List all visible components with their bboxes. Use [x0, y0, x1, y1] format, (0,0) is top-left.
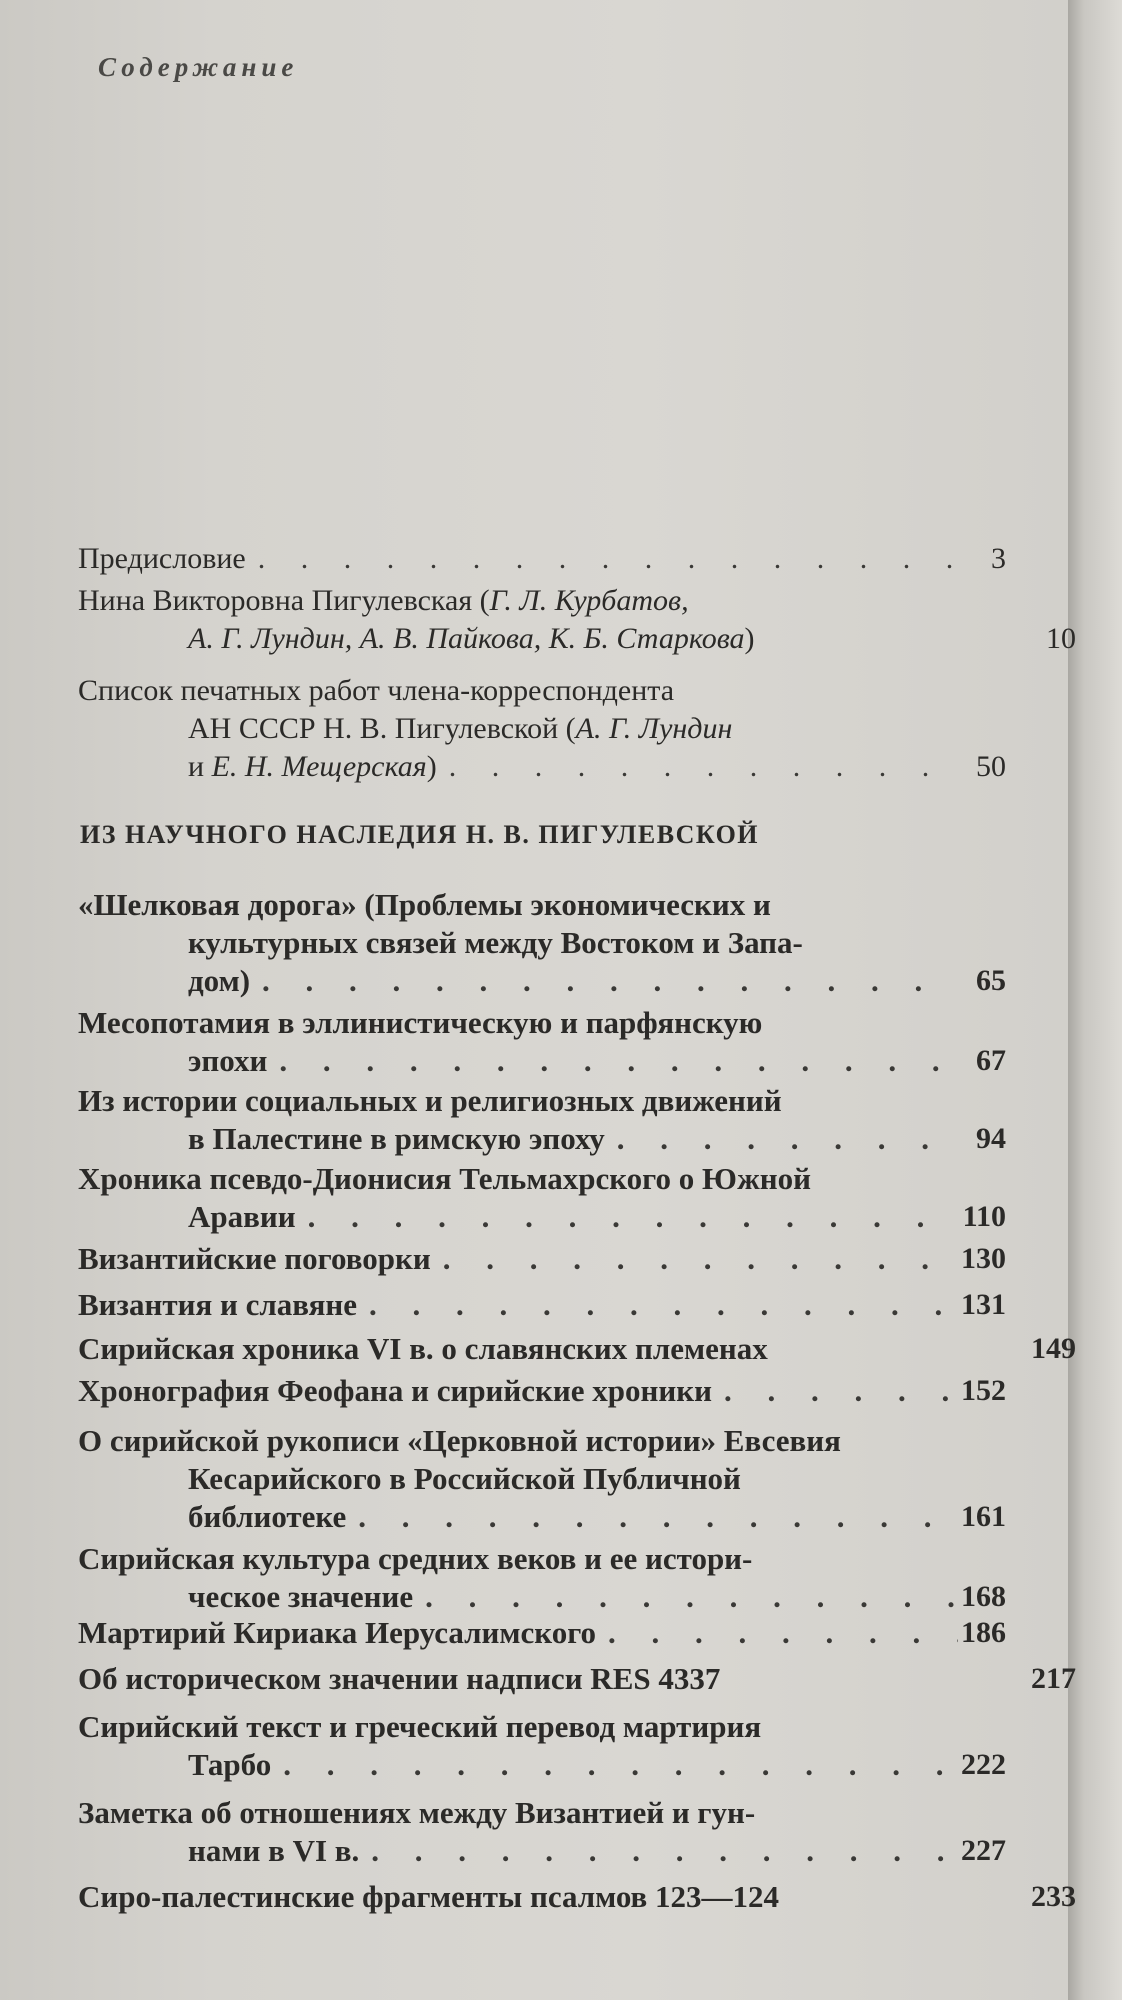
leader-dots [346, 1498, 958, 1536]
toc-entry-title: Хронография Феофана и сирийские хроники [78, 1373, 712, 1408]
toc-entry-title: Аравии [188, 1199, 296, 1234]
leader-dots [359, 1832, 958, 1870]
toc-entry-title: Месопотамия в эллинистическую и парфянскую [78, 1005, 763, 1040]
leader-dots [296, 1198, 958, 1236]
leader-dots [712, 1372, 958, 1410]
toc-page-number: 233 [1031, 1880, 1076, 1913]
toc-entry-title: Об историческом значении надписи RES 4337 [78, 1661, 721, 1696]
toc-entry [78, 540, 1028, 578]
toc-page-number: 65 [976, 964, 1006, 997]
toc-entry-author: Г. Л. Курбатов, [489, 584, 689, 617]
toc-entry-title: эпохи [188, 1043, 268, 1078]
toc-entry-title: Сирийская хроника VI в. о славянских племенах [78, 1331, 768, 1366]
toc-entry-title: Заметка об отношениях между Византией и гун- [78, 1795, 756, 1830]
toc-entry-title: Сиро-палестинские фрагменты псалмов 123—124 [78, 1879, 780, 1914]
toc-entry-title: Мартирий Кириака Иерусалимского [78, 1615, 597, 1650]
toc-page-number: 186 [961, 1616, 1006, 1649]
toc-entry-title: «Шелковая дорога» (Проблемы экономических и [78, 887, 771, 922]
toc-entry-title: ) [426, 750, 437, 783]
toc-entry-author: А. Г. Лундин, А. В. Пайкова, К. Б. Старкова [188, 622, 745, 655]
toc-entry-author: А. Г. Лундин [575, 712, 733, 745]
toc-page-number: 217 [1031, 1662, 1076, 1695]
toc-entry-title: в Палестине в римскую эпоху [188, 1121, 605, 1156]
toc-entry [78, 1794, 1028, 1870]
leader-dots [250, 962, 958, 1000]
page-edge [1068, 0, 1122, 2000]
toc-entry [78, 1082, 1028, 1158]
toc-entry-title: Хроника псевдо-Дионисия Тельмахрского о Южной [78, 1161, 811, 1196]
toc-entry [78, 1614, 1028, 1652]
leader-dots [605, 1120, 958, 1158]
section-heading: ИЗ НАУЧНОГО НАСЛЕДИЯ Н. В. ПИГУЛЕВСКОЙ [80, 820, 760, 849]
leader-dots [271, 1746, 958, 1784]
toc-entry [78, 1240, 1028, 1278]
toc-entry-title: Византия и славяне [78, 1287, 357, 1322]
toc-page-number: 168 [961, 1580, 1006, 1613]
toc-entry [78, 1708, 1028, 1784]
toc-entry [78, 1160, 1028, 1236]
toc-entry-title: библиотеке [188, 1499, 347, 1534]
toc-page-number: 152 [961, 1374, 1006, 1407]
toc-page-number: 3 [991, 542, 1006, 575]
toc-entry-title: Нина Викторовна Пигулевская ( [78, 584, 490, 617]
toc-entry [78, 1004, 1028, 1080]
toc-entry [78, 1330, 1076, 1368]
toc-entry-title: АН СССР Н. В. Пигулевской ( [188, 712, 576, 745]
toc-entry [78, 886, 1028, 1000]
leader-dots [246, 540, 958, 578]
toc-entry-title: Сирийский текст и греческий перевод мартирия [78, 1709, 762, 1744]
leader-dots [437, 748, 958, 786]
leader-dots [413, 1578, 958, 1616]
toc-entry-title: Сирийская культура средних веков и ее истори- [78, 1541, 753, 1576]
toc-page-number: 227 [961, 1834, 1006, 1867]
toc-entry-title: Предисловие [78, 542, 246, 575]
running-head: Содержание [98, 52, 299, 82]
toc-page-number: 94 [976, 1122, 1006, 1155]
toc-entry-author: Е. Н. Мещерская [211, 750, 427, 783]
toc-entry [78, 1878, 1076, 1916]
leader-dots [431, 1240, 958, 1278]
toc-entry-title: нами в VI в. [188, 1833, 360, 1868]
toc-entry [78, 1372, 1028, 1410]
toc-entry-title: культурных связей между Востоком и Запа- [188, 925, 803, 960]
toc-entry [78, 1540, 1028, 1616]
toc-entry-title: Из истории социальных и религиозных движений [78, 1083, 782, 1118]
leader-dots [596, 1614, 958, 1652]
toc-entry-title: и [188, 750, 205, 783]
toc-page-number: 10 [1046, 622, 1076, 655]
toc-entry-title: ческое значение [188, 1579, 414, 1614]
toc-entry-title: Тарбо [188, 1747, 272, 1782]
toc-entry [78, 1660, 1076, 1698]
toc-page-number: 222 [961, 1748, 1006, 1781]
toc-entry-title: О сирийской рукописи «Церковной истории» Евсевия [78, 1423, 841, 1458]
toc-entry [78, 1422, 1028, 1536]
toc-entry-title: Византийские поговорки [78, 1241, 431, 1276]
toc-entry-title: Список печатных работ члена-корреспондента [78, 674, 675, 707]
toc-page-number: 110 [962, 1200, 1006, 1233]
toc-entry-title: Кесарийского в Российской Публичной [188, 1461, 741, 1496]
toc-page-number: 131 [961, 1288, 1006, 1321]
toc-entry [78, 672, 1028, 786]
toc-entry [78, 1286, 1028, 1324]
toc-page-number: 149 [1031, 1332, 1076, 1365]
toc-page-number: 67 [976, 1044, 1006, 1077]
toc-entry-title: дом) [188, 963, 251, 998]
toc-page-number: 130 [961, 1242, 1006, 1275]
leader-dots [267, 1042, 958, 1080]
leader-dots [357, 1286, 958, 1324]
toc-page-number: 50 [976, 750, 1006, 783]
toc-entry-title: ) [744, 622, 755, 655]
toc-page-number: 161 [961, 1500, 1006, 1533]
toc-entry [78, 582, 1076, 658]
